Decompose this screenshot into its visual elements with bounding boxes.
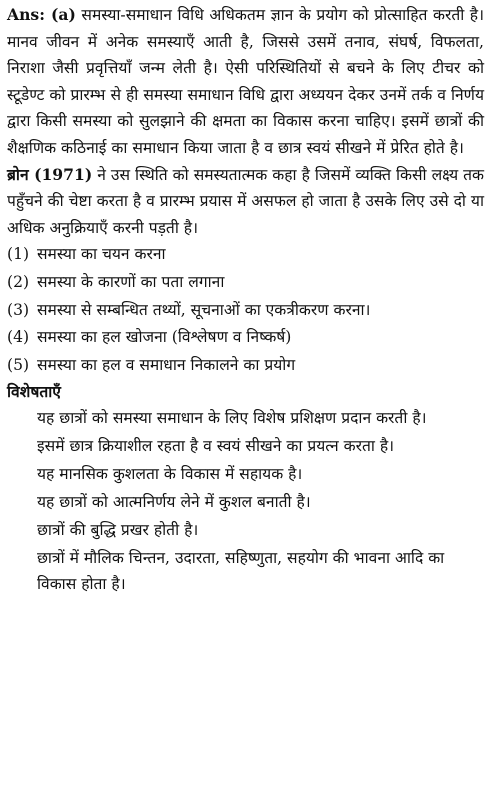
step-number: (3) xyxy=(7,300,30,319)
steps-list xyxy=(7,241,484,379)
list-item xyxy=(7,461,484,487)
brown-text: ने उस स्थिति को समस्यतात्मक कहा है जिसमें व्यक्ति किसी लक्ष्य तक पहुँचने की चेष्टा करता है व प्रारम्भ प्रयास में असफल हो जाता है उसके लिए उसे दो या अधिक अनुक्रियाएँ करनी पड़ती है। xyxy=(7,165,485,237)
feature-text: छात्रों की बुद्धि प्रखर होती है। xyxy=(37,521,199,540)
step-text: समस्या का हल व समाधान निकालने का प्रयोग xyxy=(37,355,296,374)
list-item xyxy=(7,297,484,325)
feature-number xyxy=(7,433,37,459)
list-item xyxy=(7,324,484,352)
list-item xyxy=(7,352,484,380)
step-text: समस्या का हल खोजना (विश्लेषण व निष्कर्ष) xyxy=(37,328,292,347)
answer-paragraph xyxy=(7,2,484,162)
step-text: समस्या के कारणों का पता लगाना xyxy=(37,272,225,291)
list-item xyxy=(7,517,484,543)
step-text: समस्या का चयन करना xyxy=(37,245,166,264)
answer-label: Ans: (a) xyxy=(7,5,76,24)
step-text: समस्या से सम्बन्धित तथ्यों, सूचनाओं का एकत्रीकरण करना। xyxy=(37,300,371,319)
list-item xyxy=(7,489,484,515)
features-list xyxy=(7,405,484,597)
feature-text: यह छात्रों को आत्मनिर्णय लेने में कुशल बनाती है। xyxy=(37,493,311,512)
feature-number xyxy=(7,461,37,487)
step-number: (5) xyxy=(7,355,30,374)
feature-text: छात्रों में मौलिक चिन्तन, उदारता, सहिष्णुता, सहयोग की भावना आदि का विकास होता है। xyxy=(37,549,445,594)
brown-definition-paragraph xyxy=(7,162,484,242)
list-item xyxy=(7,405,484,431)
brown-label: ब्रोन (1971) xyxy=(7,164,93,184)
step-number: (1) xyxy=(7,245,30,264)
list-item xyxy=(7,433,484,459)
list-item xyxy=(7,269,484,297)
feature-number xyxy=(7,405,37,431)
step-number: (4) xyxy=(7,328,30,347)
feature-number xyxy=(7,545,37,571)
feature-text: यह मानसिक कुशलता के विकास में सहायक है। xyxy=(37,465,303,484)
list-item xyxy=(7,241,484,269)
feature-text: इसमें छात्र क्रियाशील रहता है व स्वयं सीखने का प्रयत्न करता है। xyxy=(37,437,395,456)
answer-text: समस्या-समाधान विधि अधिकतम ज्ञान के प्रयोग को प्रोत्साहित करती है। मानव जीवन में अनेक समस्याएँ आती है, जिससे उसमें तनाव, संघर्ष, विफलता, निराशा जैसी प्रवृत्तियाँ जन्म लेती है। ऐसी परिस्थितियों से बचने के लिए टीचर को स्टूडेण्ट को प्रारम्भ से ही समस्या समाधान विधि द्वारा अध्ययन देकर उनमें तर्क व निर्णय द्वारा किसी समस्या को सुलझाने की क्षमता का विकास करना चाहिए। इसमें छात्रों की शैक्षणिक कठिनाई का समाधान किया जाता है व छात्र स्वयं सीखने में प्रेरित होते है। xyxy=(7,6,484,157)
list-item xyxy=(7,545,484,597)
features-heading: विशेषताएँ xyxy=(7,382,61,402)
step-number: (2) xyxy=(7,272,30,291)
feature-number xyxy=(7,489,37,515)
feature-number xyxy=(7,517,37,543)
feature-text: यह छात्रों को समस्या समाधान के लिए विशेष प्रशिक्षण प्रदान करती है। xyxy=(37,409,427,428)
